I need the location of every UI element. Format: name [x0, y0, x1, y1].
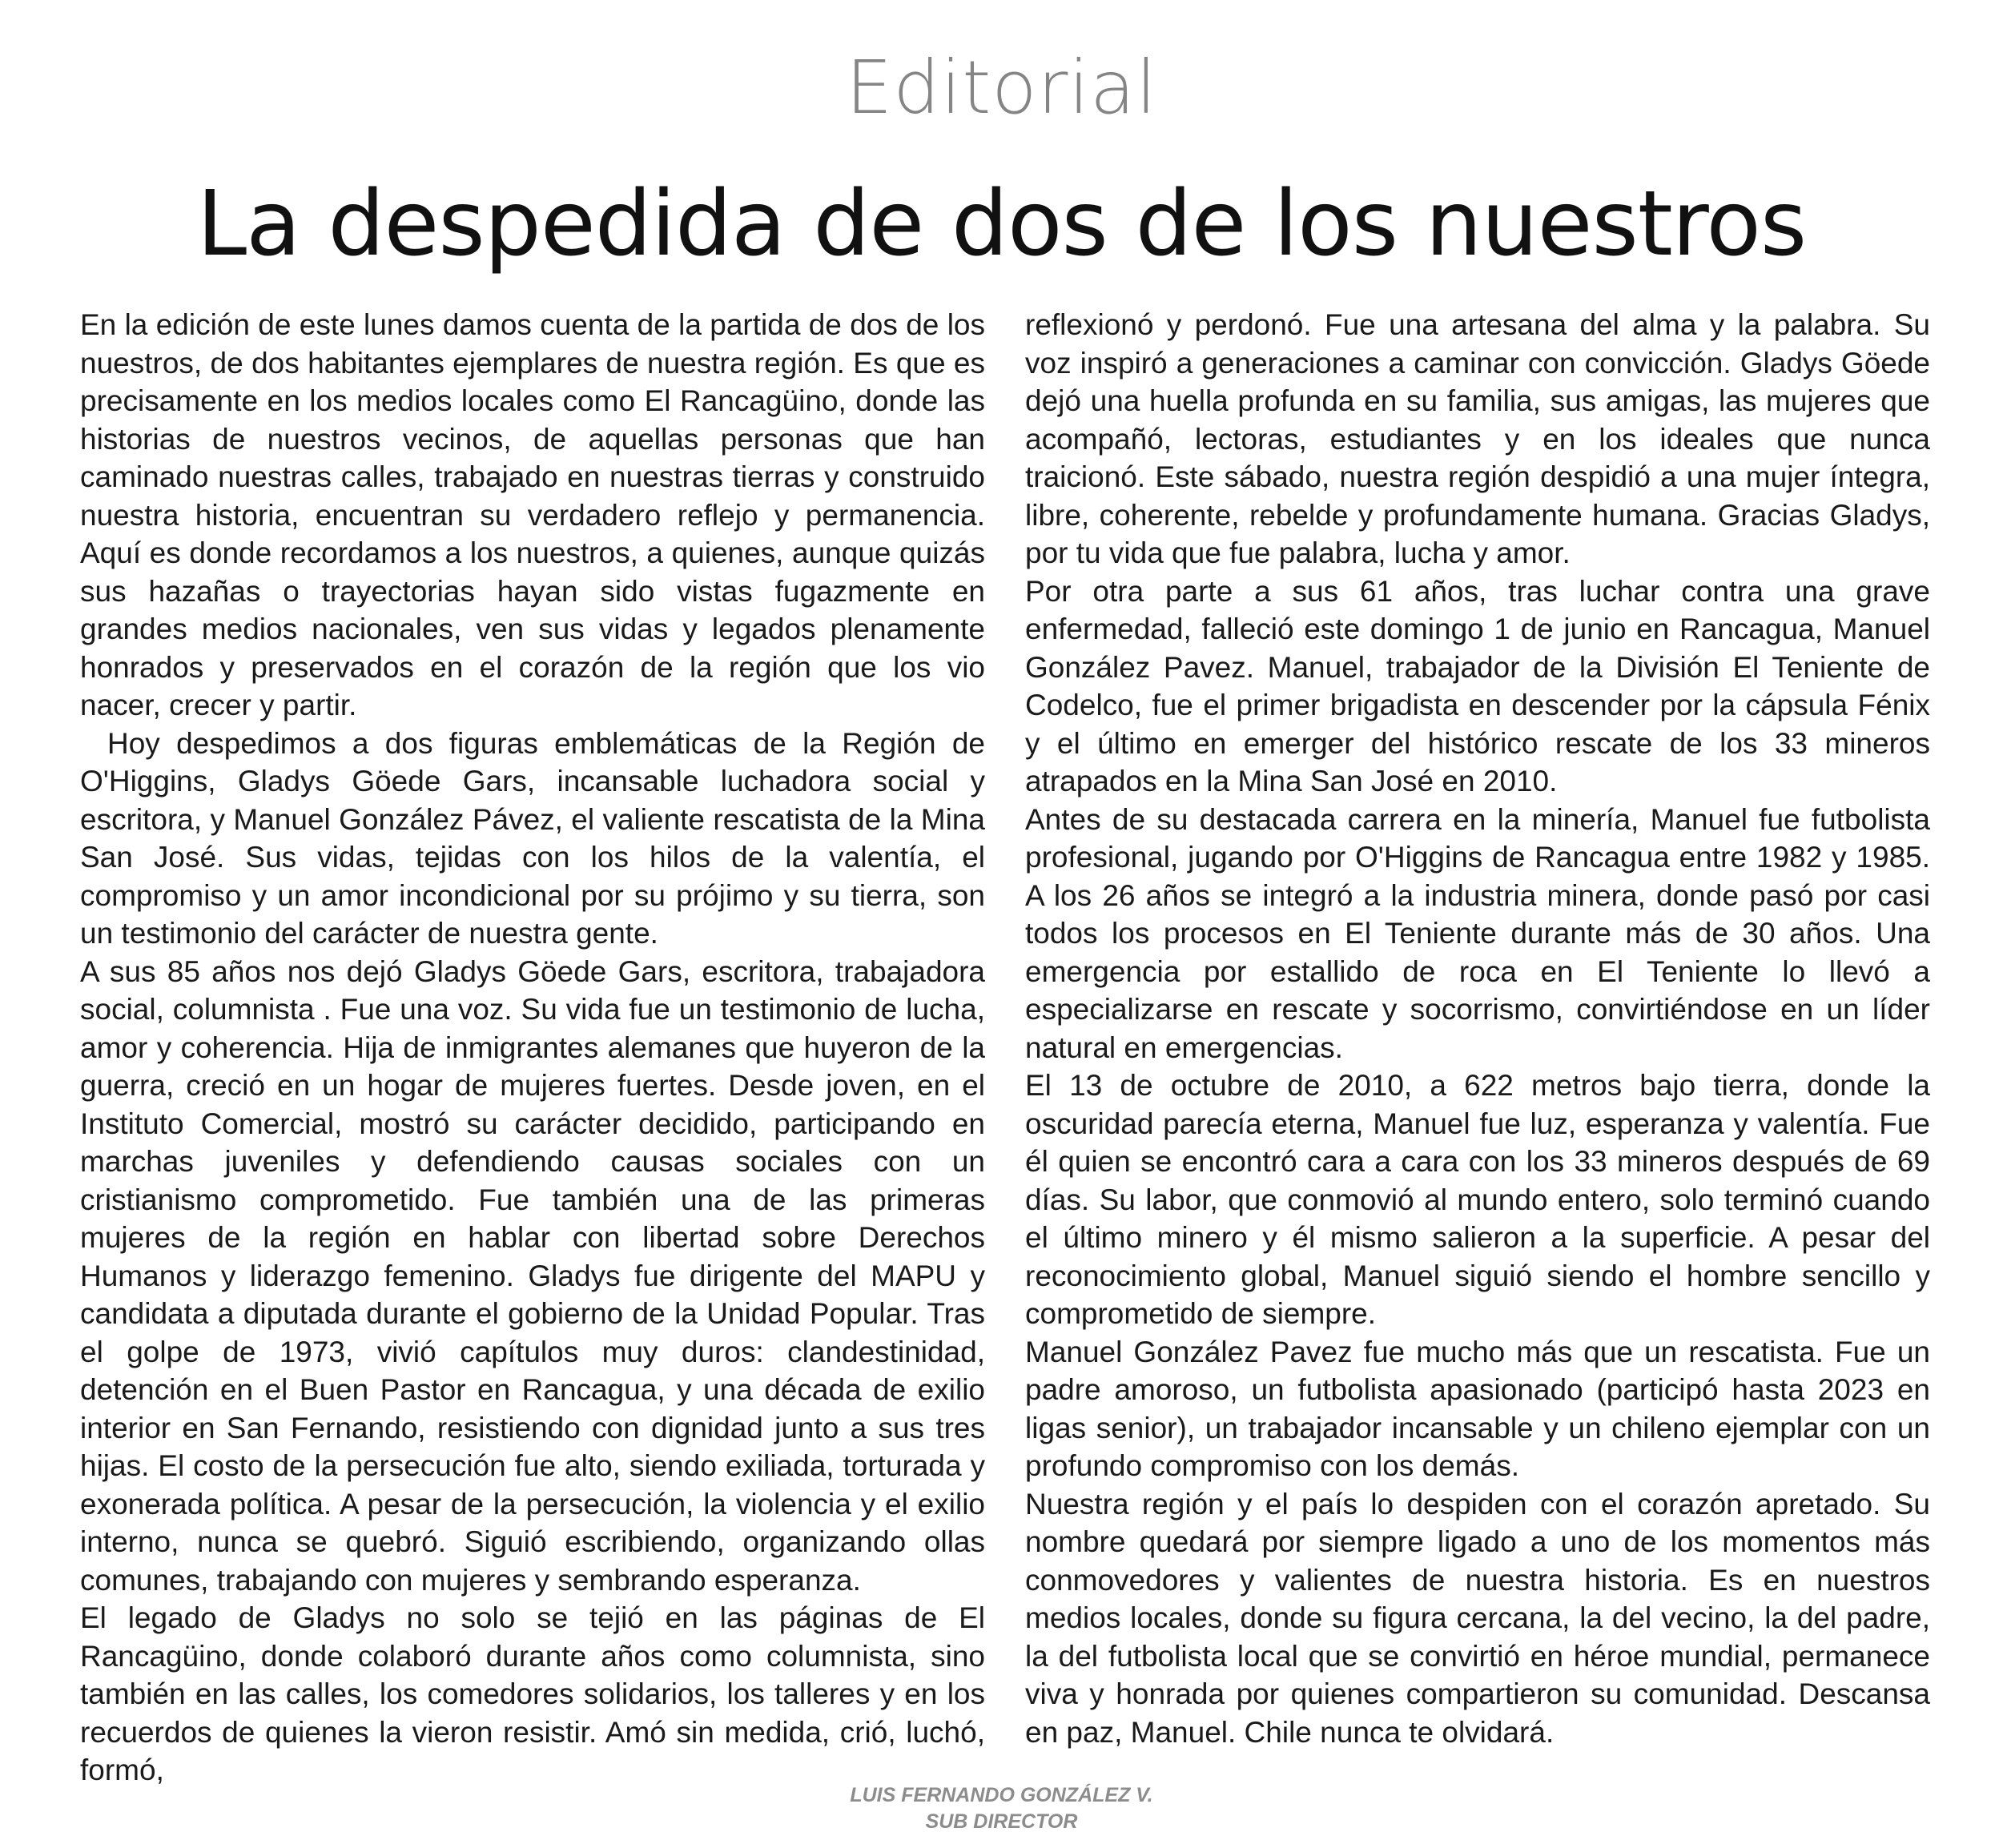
paragraph: A sus 85 años nos dejó Gladys Göede Gars, escritora, trabajadora social, columnista . Fue una voz. Su vida fue un testimonio de lucha, amor y coherencia. Hija de inmigrantes alemanes que huyeron de la guerra, creció en un hogar de mujeres fuertes. Desde joven, en el Instituto Comercial, mostró su carácter decidido, participando en marchas juveniles y defendiendo causas sociales con un cristianismo comprometido. Fue también una de las primeras mujeres de la región en hablar con libertad sobre Derechos Humanos y liderazgo femenino. Gladys fue dirigente del MAPU y candidata a diputada durante el gobierno de la Unidad Popular. Tras el golpe de 1973, vivió capítulos muy duros: clandestinidad, detención en el Buen Pastor en Rancagua, y una década de exilio interior en San Fernando, resistiendo con dignidad junto a sus tres hijas. El costo de la persecución fue alto, siendo exiliada, torturada y exonerada política. A pesar de la persecución, la violencia y el exilio interno, nunca se quebró. Siguió escribiendo, organizando ollas comunes, trabajando con mujeres y sembrando esperanza.: [80, 954, 985, 1597]
paragraph: reflexionó y perdonó. Fue una artesana del alma y la palabra. Su voz inspiró a generaciones a caminar con convicción. Gladys Göede dejó una huella profunda en su familia, sus amigas, las mujeres que acompañó, lectoras, estudiantes y en los ideales que nunca traicionó. Este sábado, nuestra región despidió a una mujer íntegra, libre, coherente, rebelde y profundamente humana. Gracias Gladys, por tu vida que fue palabra, lucha y amor.: [1025, 308, 1930, 569]
byline: [0, 1782, 2003, 1835]
paragraph: En la edición de este lunes damos cuenta de la partida de dos de los nuestros, de dos habitantes ejemplares de nuestra región. Es que es precisamente en los medios locales como El Rancagüino, donde las historias de nuestros vecinos, de aquellas personas que han caminado nuestras calles, trabajado en nuestras tierras y construido nuestra historia, encuentran su verdadero reflejo y permanencia. Aquí es donde recordamos a los nuestros, a quienes, aunque quizás sus hazañas o trayectorias hayan sido vistas fugazmente en grandes medios nacionales, ven sus vidas y legados plenamente honrados y preservados en el corazón de la región que los vio nacer, crecer y partir.: [80, 308, 985, 721]
left-column: [80, 306, 985, 1790]
paragraph: Antes de su destacada carrera en la minería, Manuel fue futbolista profesional, jugando por O'Higgins de Rancagua entre 1982 y 1985. A los 26 años se integró a la industria minera, donde pasó por casi todos los procesos en El Teniente durante más de 30 años. Una emergencia por estallido de roca en El Teniente lo llevó a especializarse en rescate y socorrismo, convirtiéndose en un líder natural en emergencias.: [1025, 802, 1930, 1064]
right-column: [1025, 306, 1930, 1751]
paragraph: Hoy despedimos a dos figuras emblemáticas de la Región de O'Higgins, Gladys Göede Gars, incansable luchadora social y escritora, y Manuel González Pávez, el valiente rescatista de la Mina San José. Sus vidas, tejidas con los hilos de la valentía, el compromiso y un amor incondicional por su prójimo y su tierra, son un testimonio del carácter de nuestra gente.: [80, 726, 985, 950]
paragraph: Nuestra región y el país lo despiden con el corazón apretado. Su nombre quedará por siempre ligado a uno de los momentos más conmovedores y valientes de nuestra historia. Es en nuestros medios locales, donde su figura cercana, la del vecino, la del padre, la del futbolista local que se convirtió en héroe mundial, permanece viva y honrada por quienes compartieron su comunidad. Descansa en paz, Manuel. Chile nunca te olvidará.: [1025, 1487, 1930, 1749]
byline-role: SUB DIRECTOR: [925, 1810, 1078, 1833]
headline: La despedida de dos de los nuestros: [196, 172, 1807, 276]
section-label: Editorial: [846, 45, 1157, 131]
paragraph: El 13 de octubre de 2010, a 622 metros bajo tierra, donde la oscuridad parecía eterna, Manuel fue luz, esperanza y valentía. Fue él quien se encontró cara a cara con los 33 mineros después de 69 días. Su labor, que conmovió al mundo entero, solo terminó cuando el último minero y él mismo salieron a la superficie. A pesar del reconocimiento global, Manuel siguió siendo el hombre sencillo y comprometido de siempre.: [1025, 1069, 1930, 1330]
paragraph: El legado de Gladys no solo se tejió en las páginas de El Rancagüino, donde colaboró durante años como columnista, sino también en las calles, los comedores solidarios, los talleres y en los recuerdos de quienes la vieron resistir. Amó sin medida, crió, luchó, formó,: [80, 1601, 985, 1786]
paragraph: Por otra parte a sus 61 años, tras luchar contra una grave enfermedad, falleció este domingo 1 de junio en Rancagua, Manuel González Pavez. Manuel, trabajador de la División El Teniente de Codelco, fue el primer brigadista en descender por la cápsula Fénix y el último en emerger del histórico rescate de los 33 mineros atrapados en la Mina San José en 2010.: [1025, 574, 1930, 797]
byline-name: LUIS FERNANDO GONZÁLEZ V.: [850, 1784, 1153, 1806]
paragraph: Manuel González Pavez fue mucho más que un rescatista. Fue un padre amoroso, un futbolista apasionado (participó hasta 2023 en ligas senior), un trabajador incansable y un chileno ejemplar con un profundo compromiso con los demás.: [1025, 1335, 1930, 1482]
